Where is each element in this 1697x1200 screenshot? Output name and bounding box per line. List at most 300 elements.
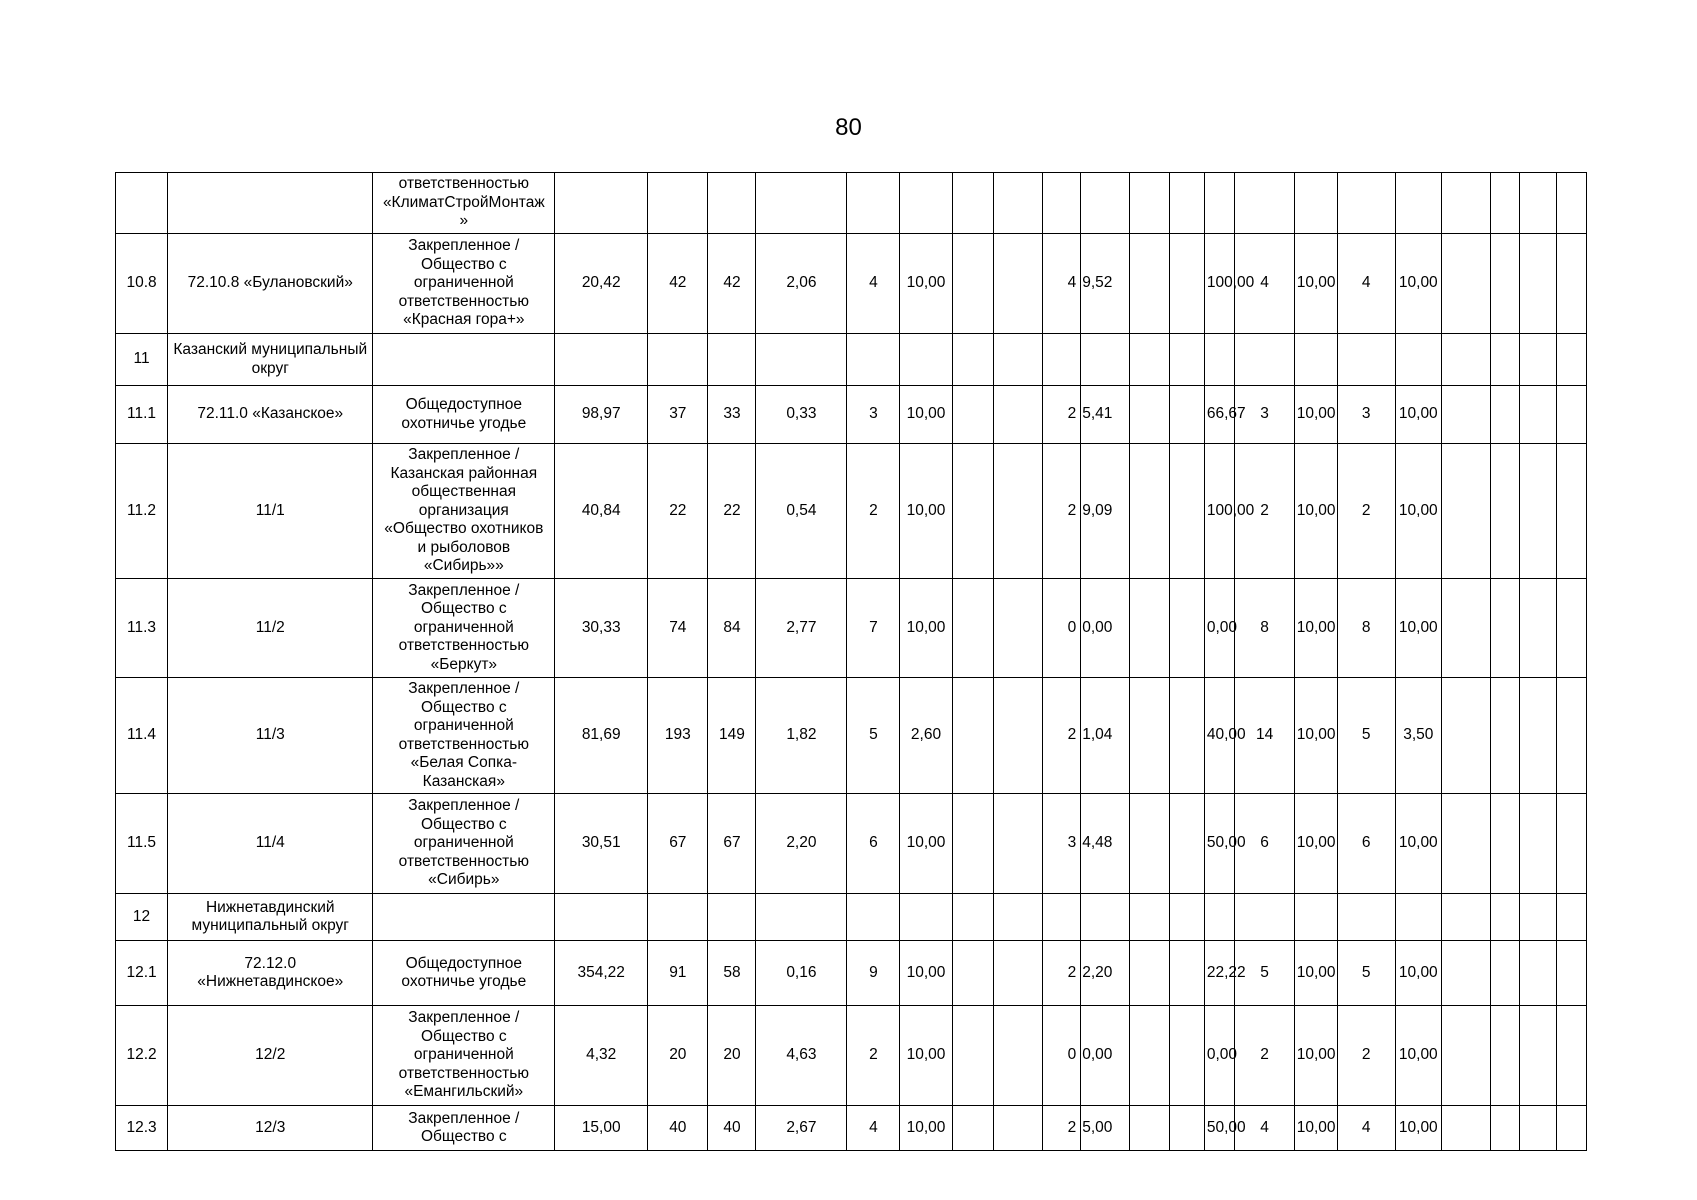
value-cell-col-21 xyxy=(1557,579,1587,678)
value-cell-col-18 xyxy=(1441,579,1490,678)
value-cell-col-17: 10,00 xyxy=(1395,1106,1441,1151)
value-cell-col-19 xyxy=(1490,386,1520,444)
value-cell-col-7 xyxy=(952,941,994,1006)
ground-type-line: ответственностью xyxy=(398,852,529,870)
ground-type-cell xyxy=(373,941,555,1006)
value-cell-col-11 xyxy=(1130,173,1170,234)
value-cell-col-9: 0 xyxy=(1043,1006,1081,1106)
value-cell-col-12 xyxy=(1170,386,1205,444)
value-cell-col-2 xyxy=(648,894,708,941)
value-cell-col-9: 2 xyxy=(1043,386,1081,444)
value-cell-col-18 xyxy=(1441,1106,1490,1151)
value-cell-col-14: 4 xyxy=(1235,234,1294,334)
value-cell-col-12 xyxy=(1170,234,1205,334)
value-cell-col-2 xyxy=(648,334,708,386)
value-cell-col-6: 2,60 xyxy=(900,678,952,794)
value-cell-col-7 xyxy=(952,444,994,579)
value-cell-col-18 xyxy=(1441,386,1490,444)
value-cell-col-5: 6 xyxy=(847,794,900,894)
ground-type-line: «Белая Сопка- xyxy=(410,754,517,771)
ground-type-line: общественная xyxy=(411,483,516,501)
value-cell-col-19 xyxy=(1490,1106,1520,1151)
ground-name-cell: 11/4 xyxy=(168,794,373,894)
ground-type-line: Закрепленное / xyxy=(408,797,520,815)
value-cell-col-10: 5,41 xyxy=(1081,386,1130,444)
ground-type-cell xyxy=(373,678,555,794)
value-cell-col-18 xyxy=(1441,794,1490,894)
value-cell-col-6: 10,00 xyxy=(900,794,952,894)
value-cell-col-15 xyxy=(1294,334,1337,386)
value-cell-col-9: 2 xyxy=(1043,678,1081,794)
value-cell-col-8 xyxy=(994,678,1043,794)
value-cell-col-8 xyxy=(994,894,1043,941)
value-cell-col-12 xyxy=(1170,678,1205,794)
value-cell-col-10: 0,00 xyxy=(1081,1006,1130,1106)
value-cell-col-1: 15,00 xyxy=(555,1106,648,1151)
table-row xyxy=(116,579,1587,678)
value-cell-col-12 xyxy=(1170,334,1205,386)
value-cell-col-21 xyxy=(1557,794,1587,894)
value-cell-col-2: 37 xyxy=(648,386,708,444)
ground-type-line: ограниченной xyxy=(413,618,514,636)
value-cell-col-14: 3 xyxy=(1235,386,1294,444)
value-cell-col-19 xyxy=(1490,941,1520,1006)
value-cell-col-3: 40 xyxy=(708,1106,756,1151)
ground-type-line: Общество с xyxy=(420,698,507,716)
row-number-cell: 12.3 xyxy=(116,1106,168,1151)
value-cell-col-19 xyxy=(1490,1006,1520,1106)
value-cell-col-7 xyxy=(952,1006,994,1106)
value-cell-col-11 xyxy=(1130,386,1170,444)
value-cell-col-18 xyxy=(1441,894,1490,941)
value-cell-col-7 xyxy=(952,334,994,386)
hunting-grounds-table xyxy=(115,172,1587,1151)
ground-name-cell: 12/3 xyxy=(168,1106,373,1151)
value-cell-col-21 xyxy=(1557,678,1587,794)
table-row xyxy=(116,678,1587,794)
ground-name-cell: Нижнетавдинский муниципальный округ xyxy=(168,894,373,941)
ground-type-line: охотничье угодье xyxy=(401,973,527,990)
value-cell-col-5: 2 xyxy=(847,1006,900,1106)
value-cell-col-15: 10,00 xyxy=(1294,1106,1337,1151)
value-cell-col-9: 4 xyxy=(1043,234,1081,334)
value-cell-col-21 xyxy=(1557,1006,1587,1106)
ground-type-line: ограниченной xyxy=(413,717,514,734)
value-cell-col-10 xyxy=(1081,894,1130,941)
table-row xyxy=(116,334,1587,386)
value-cell-col-1: 81,69 xyxy=(555,678,648,794)
table-body xyxy=(116,173,1587,1151)
value-cell-col-17 xyxy=(1395,894,1441,941)
value-cell-col-6: 10,00 xyxy=(900,234,952,334)
table-row xyxy=(116,173,1587,234)
value-cell-col-6 xyxy=(900,334,952,386)
ground-type-line: Общество с xyxy=(420,1128,507,1145)
value-cell-col-11 xyxy=(1130,444,1170,579)
value-cell-col-18 xyxy=(1441,941,1490,1006)
value-cell-col-12 xyxy=(1170,894,1205,941)
value-cell-col-18 xyxy=(1441,1006,1490,1106)
value-cell-col-1 xyxy=(555,334,648,386)
value-cell-col-6: 10,00 xyxy=(900,386,952,444)
value-cell-col-10: 9,52 xyxy=(1081,234,1130,334)
value-cell-col-19 xyxy=(1490,678,1520,794)
value-cell-col-2: 74 xyxy=(648,579,708,678)
value-cell-col-19 xyxy=(1490,444,1520,579)
value-cell-col-14: 8 xyxy=(1235,579,1294,678)
value-cell-col-3: 20 xyxy=(708,1006,756,1106)
value-cell-col-1: 98,97 xyxy=(555,386,648,444)
row-number-cell: 10.8 xyxy=(116,234,168,334)
value-cell-col-19 xyxy=(1490,894,1520,941)
value-cell-col-18 xyxy=(1441,334,1490,386)
value-cell-col-6: 10,00 xyxy=(900,941,952,1006)
ground-name-cell: 72.10.8 «Булановский» xyxy=(168,234,373,334)
value-cell-col-6: 10,00 xyxy=(900,444,952,579)
value-cell-col-16: 2 xyxy=(1337,1006,1395,1106)
value-cell-col-17: 10,00 xyxy=(1395,1006,1441,1106)
ground-type-line: Общество с xyxy=(420,255,507,273)
value-cell-col-13: 0,00 xyxy=(1204,579,1235,678)
ground-type-cell xyxy=(373,173,555,234)
value-cell-col-12 xyxy=(1170,941,1205,1006)
value-cell-col-7 xyxy=(952,173,994,234)
value-cell-col-18 xyxy=(1441,173,1490,234)
value-cell-col-20 xyxy=(1520,579,1557,678)
table-row xyxy=(116,234,1587,334)
ground-name-cell: 12/2 xyxy=(168,1006,373,1106)
ground-type-line: ответственностью xyxy=(398,292,529,310)
ground-name-cell: 72.12.0 «Нижнетавдинское» xyxy=(168,941,373,1006)
value-cell-col-8 xyxy=(994,173,1043,234)
value-cell-col-7 xyxy=(952,678,994,794)
ground-type-line: «Сибирь»» xyxy=(423,557,504,575)
value-cell-col-8 xyxy=(994,1006,1043,1106)
value-cell-col-13: 40,00 xyxy=(1204,678,1235,794)
ground-type-line: Закрепленное / xyxy=(408,446,520,464)
ground-type-cell xyxy=(373,1106,555,1151)
value-cell-col-6: 10,00 xyxy=(900,1006,952,1106)
value-cell-col-1: 30,51 xyxy=(555,794,648,894)
value-cell-col-16: 3 xyxy=(1337,386,1395,444)
value-cell-col-4: 0,16 xyxy=(756,941,847,1006)
value-cell-col-9: 2 xyxy=(1043,1106,1081,1151)
value-cell-col-11 xyxy=(1130,794,1170,894)
value-cell-col-20 xyxy=(1520,334,1557,386)
value-cell-col-9: 3 xyxy=(1043,794,1081,894)
value-cell-col-7 xyxy=(952,234,994,334)
value-cell-col-5: 4 xyxy=(847,1106,900,1151)
value-cell-col-17: 10,00 xyxy=(1395,579,1441,678)
value-cell-col-5: 9 xyxy=(847,941,900,1006)
value-cell-col-8 xyxy=(994,444,1043,579)
value-cell-col-19 xyxy=(1490,334,1520,386)
value-cell-col-5 xyxy=(847,173,900,234)
value-cell-col-14: 6 xyxy=(1235,794,1294,894)
value-cell-col-18 xyxy=(1441,234,1490,334)
value-cell-col-20 xyxy=(1520,1106,1557,1151)
value-cell-col-4: 0,54 xyxy=(756,444,847,579)
value-cell-col-16 xyxy=(1337,334,1395,386)
value-cell-col-20 xyxy=(1520,941,1557,1006)
value-cell-col-2: 40 xyxy=(648,1106,708,1151)
value-cell-col-3 xyxy=(708,173,756,234)
value-cell-col-1 xyxy=(555,894,648,941)
value-cell-col-20 xyxy=(1520,678,1557,794)
value-cell-col-20 xyxy=(1520,894,1557,941)
value-cell-col-15: 10,00 xyxy=(1294,678,1337,794)
value-cell-col-20 xyxy=(1520,173,1557,234)
value-cell-col-5 xyxy=(847,334,900,386)
value-cell-col-19 xyxy=(1490,794,1520,894)
row-number-cell: 11.5 xyxy=(116,794,168,894)
ground-type-line: «Общество охотников xyxy=(384,520,544,538)
page-number: 80 xyxy=(835,114,862,141)
value-cell-col-21 xyxy=(1557,386,1587,444)
row-number-cell: 11 xyxy=(116,334,168,386)
row-number-cell: 12.2 xyxy=(116,1006,168,1106)
ground-type-cell xyxy=(373,794,555,894)
value-cell-col-4: 2,06 xyxy=(756,234,847,334)
value-cell-col-6 xyxy=(900,173,952,234)
value-cell-col-16: 8 xyxy=(1337,579,1395,678)
value-cell-col-5 xyxy=(847,894,900,941)
value-cell-col-6 xyxy=(900,894,952,941)
value-cell-col-21 xyxy=(1557,894,1587,941)
row-number-cell: 11.4 xyxy=(116,678,168,794)
value-cell-col-7 xyxy=(952,794,994,894)
value-cell-col-11 xyxy=(1130,334,1170,386)
value-cell-col-20 xyxy=(1520,794,1557,894)
value-cell-col-14: 2 xyxy=(1235,444,1294,579)
ground-type-line: «Красная гора+» xyxy=(403,311,525,329)
ground-type-line: Закрепленное / xyxy=(408,1109,520,1127)
value-cell-col-13 xyxy=(1204,334,1235,386)
value-cell-col-14 xyxy=(1235,173,1294,234)
ground-type-cell xyxy=(373,579,555,678)
value-cell-col-17: 10,00 xyxy=(1395,794,1441,894)
value-cell-col-7 xyxy=(952,894,994,941)
row-number-cell: 11.1 xyxy=(116,386,168,444)
value-cell-col-3: 42 xyxy=(708,234,756,334)
value-cell-col-8 xyxy=(994,334,1043,386)
value-cell-col-15: 10,00 xyxy=(1294,386,1337,444)
value-cell-col-20 xyxy=(1520,386,1557,444)
value-cell-col-1: 4,32 xyxy=(555,1006,648,1106)
value-cell-col-5: 2 xyxy=(847,444,900,579)
ground-type-line: организация xyxy=(418,501,509,519)
value-cell-col-9: 2 xyxy=(1043,444,1081,579)
value-cell-col-16: 5 xyxy=(1337,941,1395,1006)
value-cell-col-15 xyxy=(1294,173,1337,234)
ground-type-line: » xyxy=(459,212,469,230)
value-cell-col-17 xyxy=(1395,173,1441,234)
value-cell-col-8 xyxy=(994,1106,1043,1151)
value-cell-col-13: 100,00 xyxy=(1204,234,1235,334)
value-cell-col-3 xyxy=(708,894,756,941)
value-cell-col-13: 50,00 xyxy=(1204,1106,1235,1151)
ground-name-cell: Казанский муниципальный округ xyxy=(168,334,373,386)
value-cell-col-13: 0,00 xyxy=(1204,1006,1235,1106)
table-row xyxy=(116,1006,1587,1106)
value-cell-col-20 xyxy=(1520,444,1557,579)
ground-type-line: «Беркут» xyxy=(430,655,498,673)
value-cell-col-12 xyxy=(1170,173,1205,234)
value-cell-col-4: 2,77 xyxy=(756,579,847,678)
value-cell-col-16: 5 xyxy=(1337,678,1395,794)
value-cell-col-14: 2 xyxy=(1235,1006,1294,1106)
value-cell-col-7 xyxy=(952,579,994,678)
ground-type-line: Общество с xyxy=(420,1027,507,1045)
value-cell-col-21 xyxy=(1557,444,1587,579)
value-cell-col-14: 4 xyxy=(1235,1106,1294,1151)
ground-name-cell xyxy=(168,173,373,234)
value-cell-col-12 xyxy=(1170,1006,1205,1106)
row-number-cell: 11.3 xyxy=(116,579,168,678)
value-cell-col-15: 10,00 xyxy=(1294,444,1337,579)
value-cell-col-12 xyxy=(1170,444,1205,579)
value-cell-col-8 xyxy=(994,941,1043,1006)
value-cell-col-18 xyxy=(1441,678,1490,794)
table-row xyxy=(116,794,1587,894)
value-cell-col-11 xyxy=(1130,1106,1170,1151)
value-cell-col-3: 84 xyxy=(708,579,756,678)
value-cell-col-4: 1,82 xyxy=(756,678,847,794)
value-cell-col-1 xyxy=(555,173,648,234)
value-cell-col-21 xyxy=(1557,941,1587,1006)
ground-type-line: ограниченной xyxy=(413,1046,514,1064)
value-cell-col-3 xyxy=(708,334,756,386)
value-cell-col-9: 0 xyxy=(1043,579,1081,678)
value-cell-col-17: 10,00 xyxy=(1395,444,1441,579)
value-cell-col-17 xyxy=(1395,334,1441,386)
value-cell-col-16: 6 xyxy=(1337,794,1395,894)
ground-type-line: «Емангильский» xyxy=(404,1083,524,1101)
value-cell-col-16 xyxy=(1337,894,1395,941)
value-cell-col-13: 66,67 xyxy=(1204,386,1235,444)
ground-name-cell: 72.11.0 «Казанское» xyxy=(168,386,373,444)
value-cell-col-14 xyxy=(1235,334,1294,386)
value-cell-col-7 xyxy=(952,386,994,444)
ground-type-cell xyxy=(373,1006,555,1106)
table-row xyxy=(116,941,1587,1006)
value-cell-col-1: 20,42 xyxy=(555,234,648,334)
value-cell-col-16 xyxy=(1337,173,1395,234)
value-cell-col-12 xyxy=(1170,579,1205,678)
value-cell-col-1: 30,33 xyxy=(555,579,648,678)
value-cell-col-10: 9,09 xyxy=(1081,444,1130,579)
ground-type-line: «КлиматСтройМонтаж xyxy=(382,193,545,211)
value-cell-col-20 xyxy=(1520,234,1557,334)
ground-type-line: Общедоступное xyxy=(405,396,523,413)
value-cell-col-16: 4 xyxy=(1337,234,1395,334)
table-row xyxy=(116,1106,1587,1151)
value-cell-col-2 xyxy=(648,173,708,234)
value-cell-col-15: 10,00 xyxy=(1294,234,1337,334)
value-cell-col-6: 10,00 xyxy=(900,579,952,678)
value-cell-col-11 xyxy=(1130,894,1170,941)
ground-type-cell xyxy=(373,386,555,444)
value-cell-col-21 xyxy=(1557,334,1587,386)
value-cell-col-17: 10,00 xyxy=(1395,386,1441,444)
value-cell-col-11 xyxy=(1130,941,1170,1006)
row-number-cell: 11.2 xyxy=(116,444,168,579)
value-cell-col-21 xyxy=(1557,1106,1587,1151)
value-cell-col-11 xyxy=(1130,678,1170,794)
value-cell-col-15: 10,00 xyxy=(1294,941,1337,1006)
ground-type-line: ответственностью xyxy=(398,637,529,655)
value-cell-col-14: 14 xyxy=(1235,678,1294,794)
value-cell-col-2: 67 xyxy=(648,794,708,894)
value-cell-col-4: 0,33 xyxy=(756,386,847,444)
value-cell-col-7 xyxy=(952,1106,994,1151)
table-row xyxy=(116,386,1587,444)
value-cell-col-15: 10,00 xyxy=(1294,794,1337,894)
ground-type-line: Закрепленное / xyxy=(408,680,520,697)
value-cell-col-16: 4 xyxy=(1337,1106,1395,1151)
value-cell-col-14: 5 xyxy=(1235,941,1294,1006)
value-cell-col-21 xyxy=(1557,173,1587,234)
value-cell-col-3: 67 xyxy=(708,794,756,894)
value-cell-col-8 xyxy=(994,386,1043,444)
ground-type-line: Казанская» xyxy=(422,772,505,790)
value-cell-col-21 xyxy=(1557,234,1587,334)
value-cell-col-3: 22 xyxy=(708,444,756,579)
ground-type-cell xyxy=(373,894,555,941)
ground-type-line: Общедоступное xyxy=(405,954,523,972)
value-cell-col-5: 5 xyxy=(847,678,900,794)
value-cell-col-13: 50,00 xyxy=(1204,794,1235,894)
value-cell-col-10: 0,00 xyxy=(1081,579,1130,678)
value-cell-col-4 xyxy=(756,894,847,941)
value-cell-col-9 xyxy=(1043,894,1081,941)
ground-type-cell xyxy=(373,334,555,386)
value-cell-col-10 xyxy=(1081,173,1130,234)
ground-type-line: и рыболовов xyxy=(417,538,511,556)
value-cell-col-8 xyxy=(994,794,1043,894)
value-cell-col-8 xyxy=(994,234,1043,334)
value-cell-col-17: 3,50 xyxy=(1395,678,1441,794)
value-cell-col-12 xyxy=(1170,794,1205,894)
value-cell-col-10: 4,48 xyxy=(1081,794,1130,894)
ground-name-cell: 11/1 xyxy=(168,444,373,579)
value-cell-col-10: 5,00 xyxy=(1081,1106,1130,1151)
value-cell-col-15 xyxy=(1294,894,1337,941)
value-cell-col-19 xyxy=(1490,173,1520,234)
ground-type-line: охотничье угодье xyxy=(401,414,527,432)
value-cell-col-11 xyxy=(1130,1006,1170,1106)
value-cell-col-3: 149 xyxy=(708,678,756,794)
value-cell-col-9: 2 xyxy=(1043,941,1081,1006)
ground-type-line: ограниченной xyxy=(413,834,514,852)
value-cell-col-2: 22 xyxy=(648,444,708,579)
value-cell-col-17: 10,00 xyxy=(1395,234,1441,334)
ground-type-line: Закрепленное / xyxy=(408,1009,520,1027)
value-cell-col-1: 40,84 xyxy=(555,444,648,579)
ground-type-cell xyxy=(373,444,555,579)
value-cell-col-5: 4 xyxy=(847,234,900,334)
value-cell-col-4 xyxy=(756,173,847,234)
ground-type-line: ограниченной xyxy=(413,274,514,292)
value-cell-col-3: 33 xyxy=(708,386,756,444)
ground-name-cell: 11/3 xyxy=(168,678,373,794)
value-cell-col-11 xyxy=(1130,579,1170,678)
value-cell-col-5: 3 xyxy=(847,386,900,444)
value-cell-col-2: 91 xyxy=(648,941,708,1006)
table-row xyxy=(116,444,1587,579)
value-cell-col-13 xyxy=(1204,894,1235,941)
value-cell-col-10: 1,04 xyxy=(1081,678,1130,794)
